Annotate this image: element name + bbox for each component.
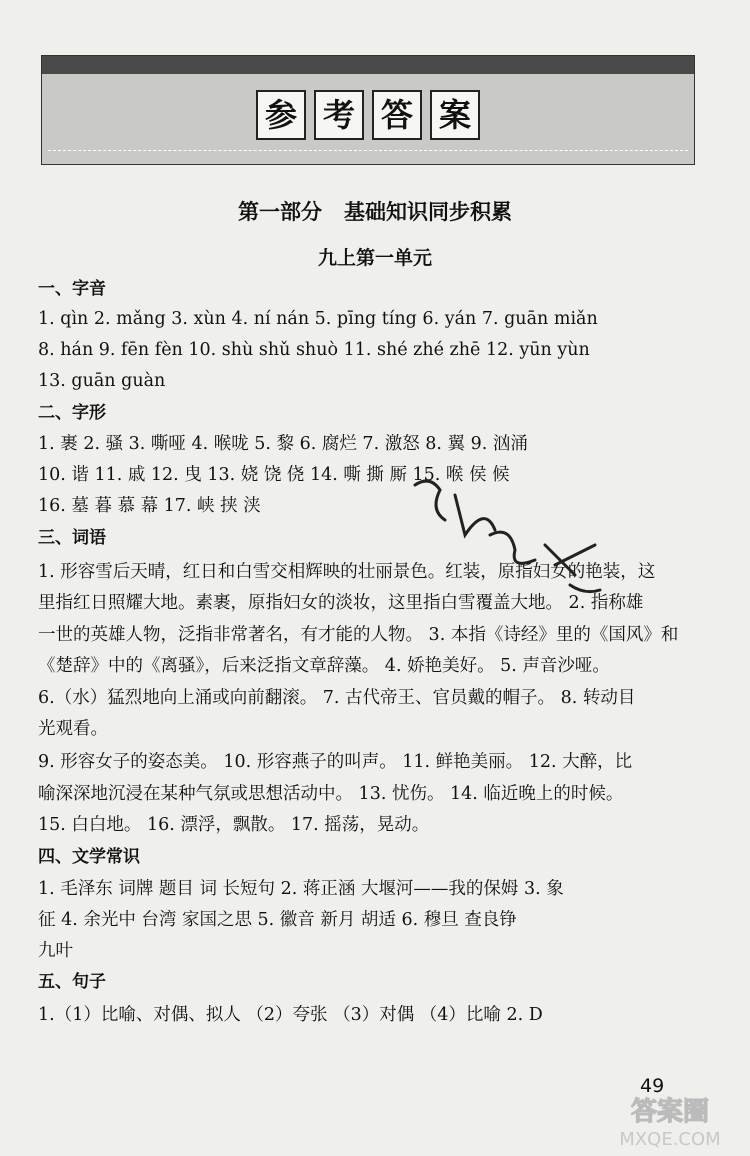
answer-line: 10. 谐 11. 戚 12. 曳 13. 娆 饶 侥 14. 嘶 撕 厮 15. 喉 侯 候: [38, 465, 510, 485]
banner-char: 考: [314, 90, 364, 140]
section-heading: 二、字形: [38, 403, 106, 423]
answer-banner: [41, 55, 695, 165]
banner-char: 案: [430, 90, 480, 140]
banner-top-bar: [42, 56, 694, 74]
answer-line: 一世的英雄人物，泛指非常著名，有才能的人物。 3. 本指《诗经》里的《国风》和: [38, 625, 679, 645]
answer-line: 光观看。: [38, 719, 108, 739]
watermark-logo: [600, 1090, 740, 1150]
part-title: 第一部分 基础知识同步积累: [238, 200, 512, 224]
page-number: 49: [640, 1075, 665, 1097]
answer-line: 13. guān guàn: [38, 371, 166, 391]
banner-char: 参: [256, 90, 306, 140]
answer-line: 8. hán 9. fēn fèn 10. shù shǔ shuò 11. shé zhé zhē 12. yūn yùn: [38, 340, 590, 360]
unit-title: 九上第一单元: [317, 247, 432, 269]
answer-line: 1.（1）比喻、对偶、拟人 （2）夸张 （3）对偶 （4）比喻 2. D: [38, 1005, 543, 1025]
answer-line: 里指红日照耀大地。素裹，原指妇女的淡妆，这里指白雪覆盖大地。 2. 指称雄: [38, 593, 644, 613]
answer-line: 1. 裹 2. 骚 3. 嘶哑 4. 喉咙 5. 黎 6. 腐烂 7. 激怒 8. 翼 9. 汹涌: [38, 434, 528, 454]
section-heading: 一、字音: [38, 279, 106, 299]
section-heading: 三、词语: [38, 528, 106, 548]
answer-line: 九叶: [38, 941, 73, 961]
banner-dashed-line: [48, 150, 688, 151]
answer-line: 1. qìn 2. mǎng 3. xùn 4. ní nán 5. pīng tíng 6. yán 7. guān miǎn: [38, 309, 598, 329]
answer-line: 喻深深地沉浸在某种气氛或思想活动中。 13. 忧伤。 14. 临近晚上的时候。: [38, 784, 624, 804]
svg-text:答案圈: 答案圈: [630, 1097, 710, 1127]
answer-line: 9. 形容女子的姿态美。 10. 形容燕子的叫声。 11. 鲜艳美丽。 12. 大醉，比: [38, 752, 633, 772]
answer-line: 征 4. 余光中 台湾 家国之思 5. 徽音 新月 胡适 6. 穆旦 查良铮: [38, 910, 517, 930]
answer-line: 《楚辞》中的《离骚》，后来泛指文章辞藻。 4. 娇艳美好。 5. 声音沙哑。: [38, 656, 610, 676]
answer-line: 1. 毛泽东 词牌 题目 词 长短句 2. 蒋正涵 大堰河——我的保姆 3. 象: [38, 879, 564, 899]
answer-line: 16. 墓 暮 慕 幕 17. 峡 挟 浃: [38, 496, 261, 516]
section-heading: 五、句子: [38, 972, 106, 992]
answer-line: 1. 形容雪后天晴，红日和白雪交相辉映的壮丽景色。红装，原指妇女的艳装，这: [38, 562, 656, 582]
banner-char: 答: [372, 90, 422, 140]
banner-title: [42, 90, 694, 140]
svg-text:MXQE.COM: MXQE.COM: [619, 1129, 721, 1150]
answer-line: 15. 白白地。 16. 漂浮，飘散。 17. 摇荡，晃动。: [38, 815, 430, 835]
section-heading: 四、文学常识: [38, 847, 140, 867]
answer-line: 6.（水）猛烈地向上涌或向前翻滚。 7. 古代帝王、官员戴的帽子。 8. 转动目: [38, 688, 636, 708]
